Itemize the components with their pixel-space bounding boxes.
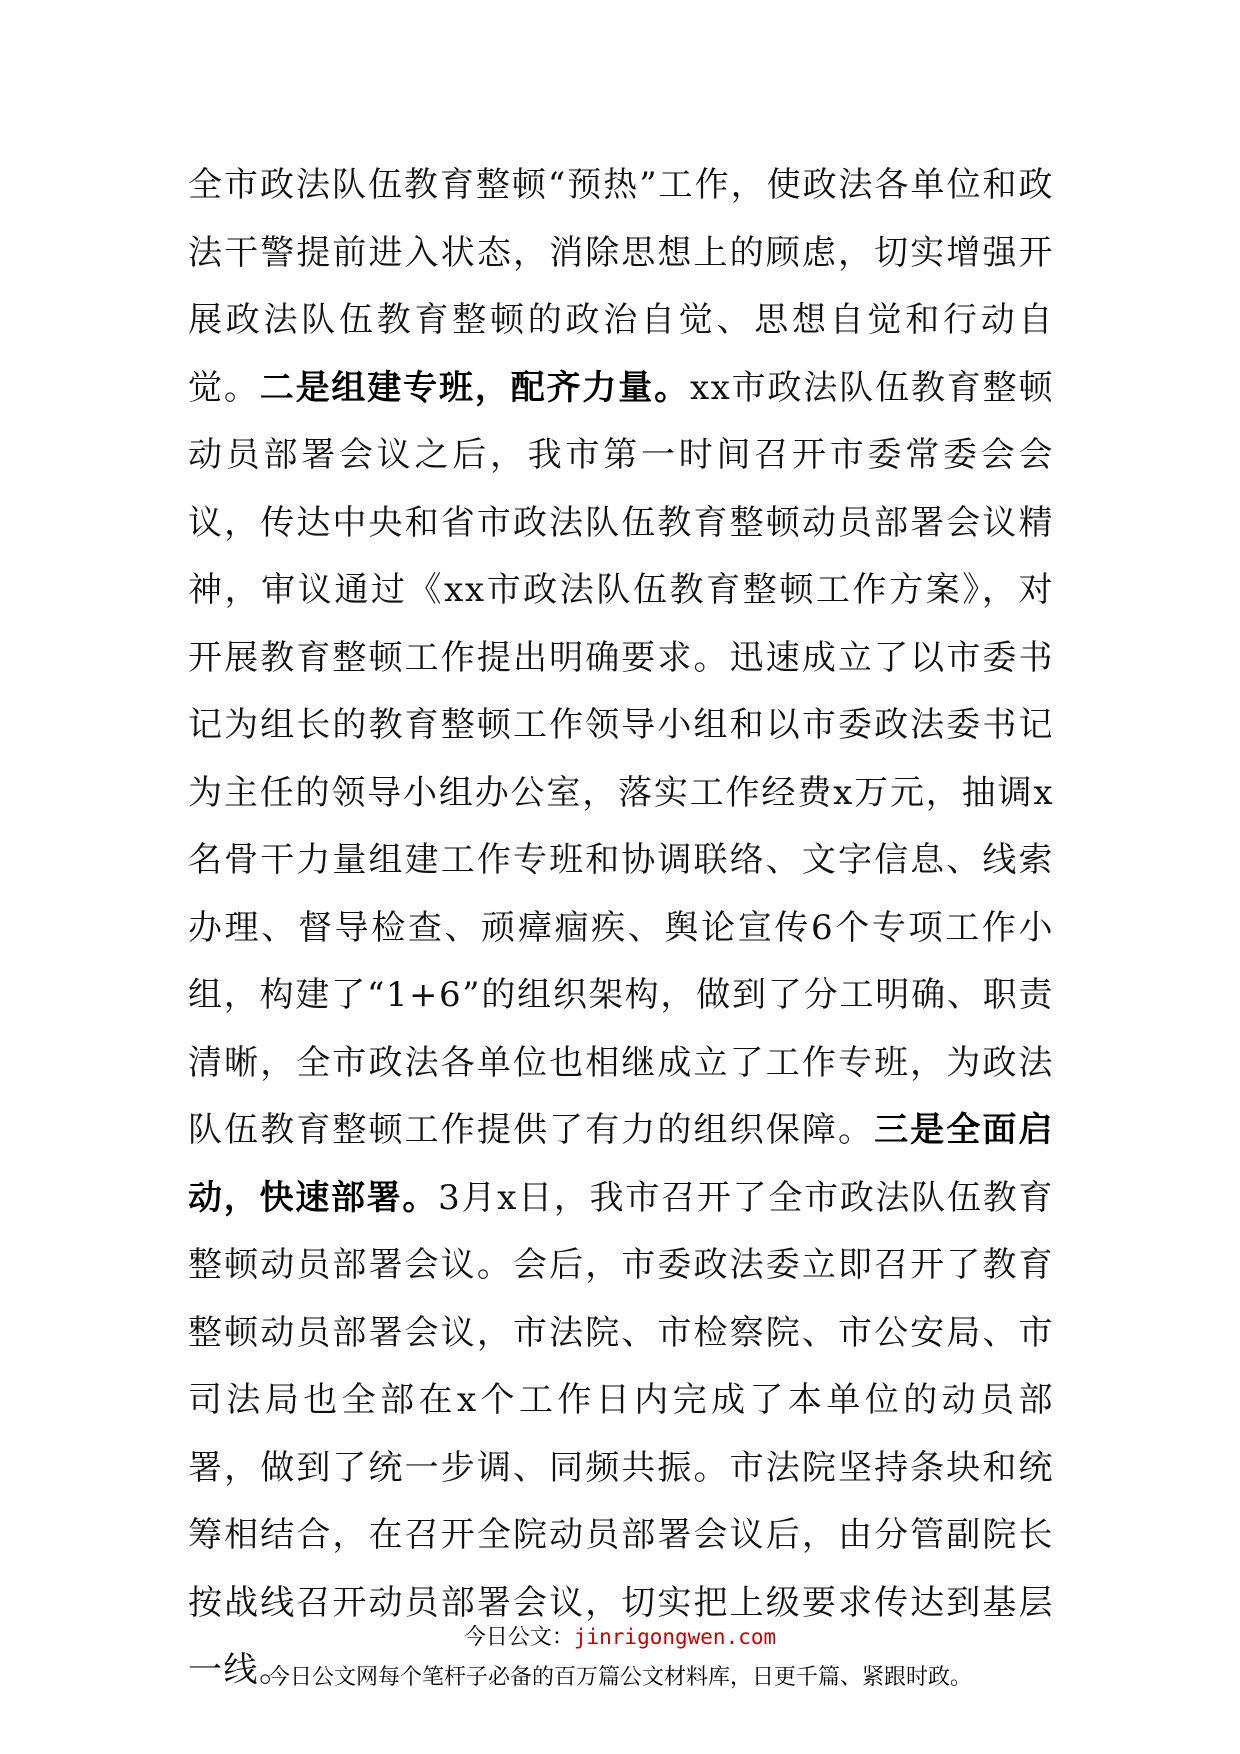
body-paragraph [188,152,1054,1705]
footer-site-link[interactable]: jinrigongwen.com [573,1625,777,1649]
section-heading-three: 三是全面启动，快速部署。 [188,1110,1055,1218]
section-heading-two: 二是组建专班，配齐力量。 [259,367,690,408]
paragraph-run: 3月x日，我市召开了全市政法队伍教育整顿动员部署会议。会后，市委政法委立即召开了教育整顿动员部署会议，市法院、市检察院、市公安局、市司法局也全部在x个工作日内完成了本单位的动员部署，做到了统一步调、同频共振。市法院坚持条块和统筹相结合，在召开全院动员部署会议后，由分管副院长按战线召开动员部署会议，切实把上级要求传达到基层一线。 [188,1177,1055,1690]
footer-site-label: 今日公文： [463,1625,574,1650]
footer-site [0,1620,1240,1651]
paragraph-run: xx市政法队伍教育整顿动员部署会议之后，我市第一时间召开市委常委会会议，传达中央和省市政法队伍教育整顿动员部署会议精神，审议通过《xx市政法队伍教育整顿工作方案》，对开展教育整顿工作提出明确要求。迅速成立了以市委书记为组长的教育整顿工作领导小组和以市委政法委书记为主任的领导小组办公室，落实工作经费x万元，抽调x名骨干力量组建工作专班和协调联络、文字信息、线索办理、督导检查、顽瘴痼疾、舆论宣传6个专项工作小组，构建了“1+6”的组织架构，做到了分工明确、职责清晰，全市政法各单位也相继成立了工作专班，为政法队伍教育整顿工作提供了有力的组织保障。 [188,367,1055,1150]
footer-slogan: 今日公文网每个笔杆子必备的百万篇公文材料库，日更千篇、紧跟时政。 [267,1665,972,1690]
paragraph-run: 全市政法队伍教育整顿“预热”工作，使政法各单位和政法干警提前进入状态，消除思想上的顾虑，切实增强开展政法队伍教育整顿的政治自觉、思想自觉和行动自觉。 [188,165,1054,408]
